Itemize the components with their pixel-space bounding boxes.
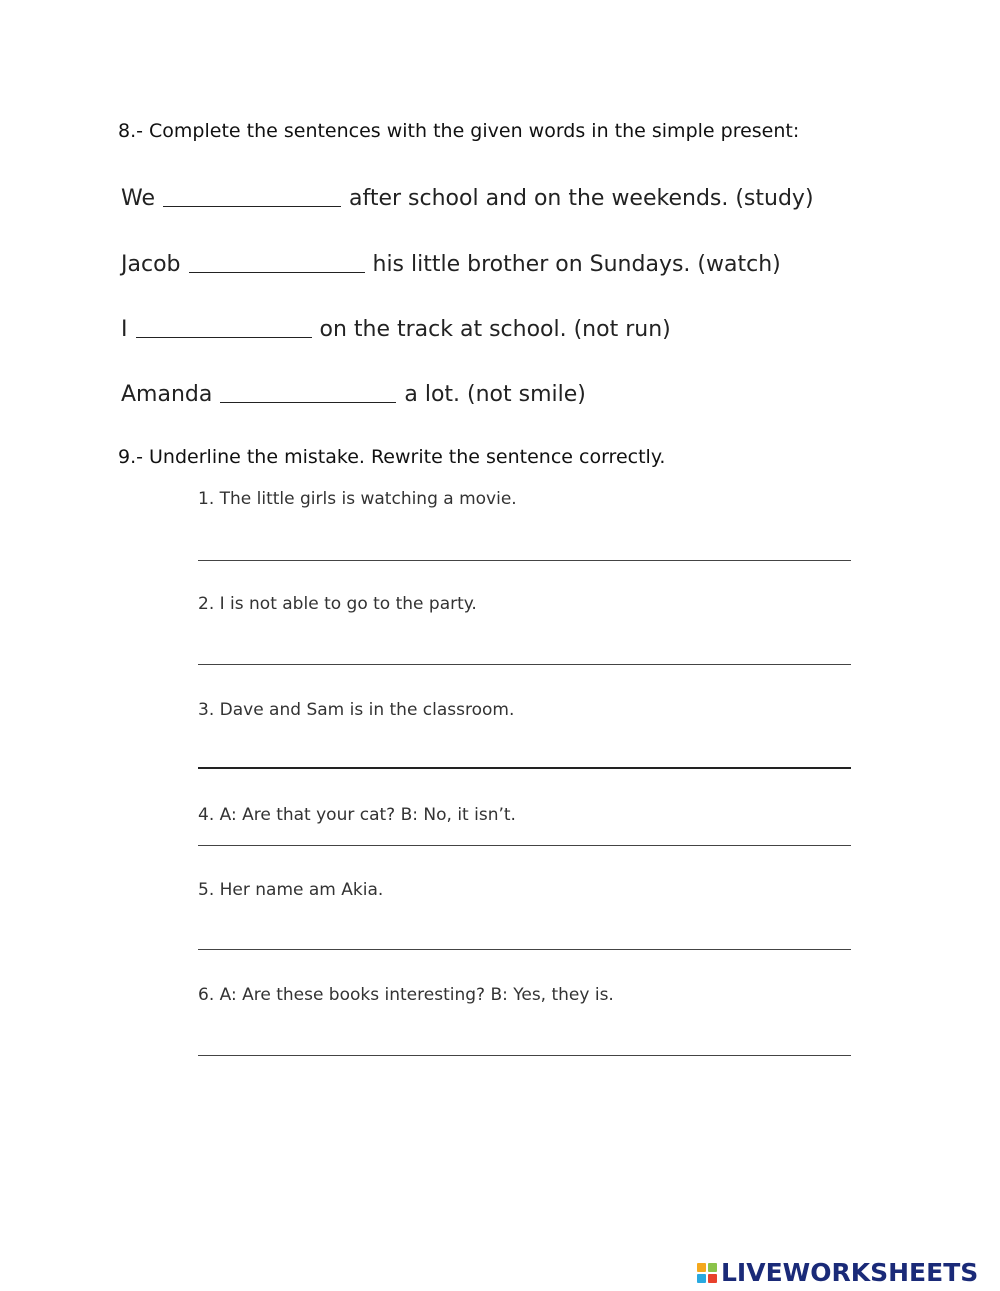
sentence-1-blank[interactable] [163, 205, 341, 207]
sentence-2 [121, 252, 781, 277]
item-1: 1. The little girls is watching a movie. [198, 489, 517, 509]
item-5: 5. Her name am Akia. [198, 880, 384, 900]
liveworksheets-logo[interactable] [697, 1258, 978, 1287]
sentence-3-after: on the track at school. (not run) [319, 317, 671, 342]
sentence-4-before: Amanda [121, 382, 213, 407]
answer-line-2[interactable] [198, 664, 851, 665]
answer-line-1[interactable] [198, 560, 851, 561]
sentence-2-before: Jacob [121, 252, 181, 277]
item-6: 6. A: Are these books interesting? B: Yes, they is. [198, 985, 614, 1005]
sentence-3-blank[interactable] [136, 336, 312, 338]
logo-square-1 [697, 1263, 706, 1272]
sentence-2-blank[interactable] [189, 271, 365, 273]
sentence-1 [121, 186, 814, 211]
logo-square-2 [708, 1263, 717, 1272]
item-4: 4. A: Are that your cat? B: No, it isn’t. [198, 805, 516, 825]
sentence-1-after: after school and on the weekends. (study) [349, 186, 814, 211]
logo-square-3 [697, 1274, 706, 1283]
answer-line-4[interactable] [198, 845, 851, 846]
answer-line-6[interactable] [198, 1055, 851, 1056]
sentence-3-before: I [121, 317, 128, 342]
item-3: 3. Dave and Sam is in the classroom. [198, 700, 515, 720]
section-9-heading: 9.- Underline the mistake. Rewrite the sentence correctly. [118, 446, 666, 468]
liveworksheets-logo-icon [697, 1263, 717, 1283]
sentence-4 [121, 382, 586, 407]
section-8-heading: 8.- Complete the sentences with the given words in the simple present: [118, 120, 800, 142]
sentence-3 [121, 317, 671, 342]
sentence-4-blank[interactable] [220, 401, 396, 403]
sentence-2-after: his little brother on Sundays. (watch) [372, 252, 781, 277]
answer-line-5[interactable] [198, 949, 851, 950]
liveworksheets-brand-text: LIVEWORKSHEETS [721, 1258, 979, 1287]
item-2: 2. I is not able to go to the party. [198, 594, 477, 614]
answer-line-3[interactable] [198, 767, 851, 769]
sentence-4-after: a lot. (not smile) [404, 382, 586, 407]
sentence-1-before: We [121, 186, 155, 211]
logo-square-4 [708, 1274, 717, 1283]
